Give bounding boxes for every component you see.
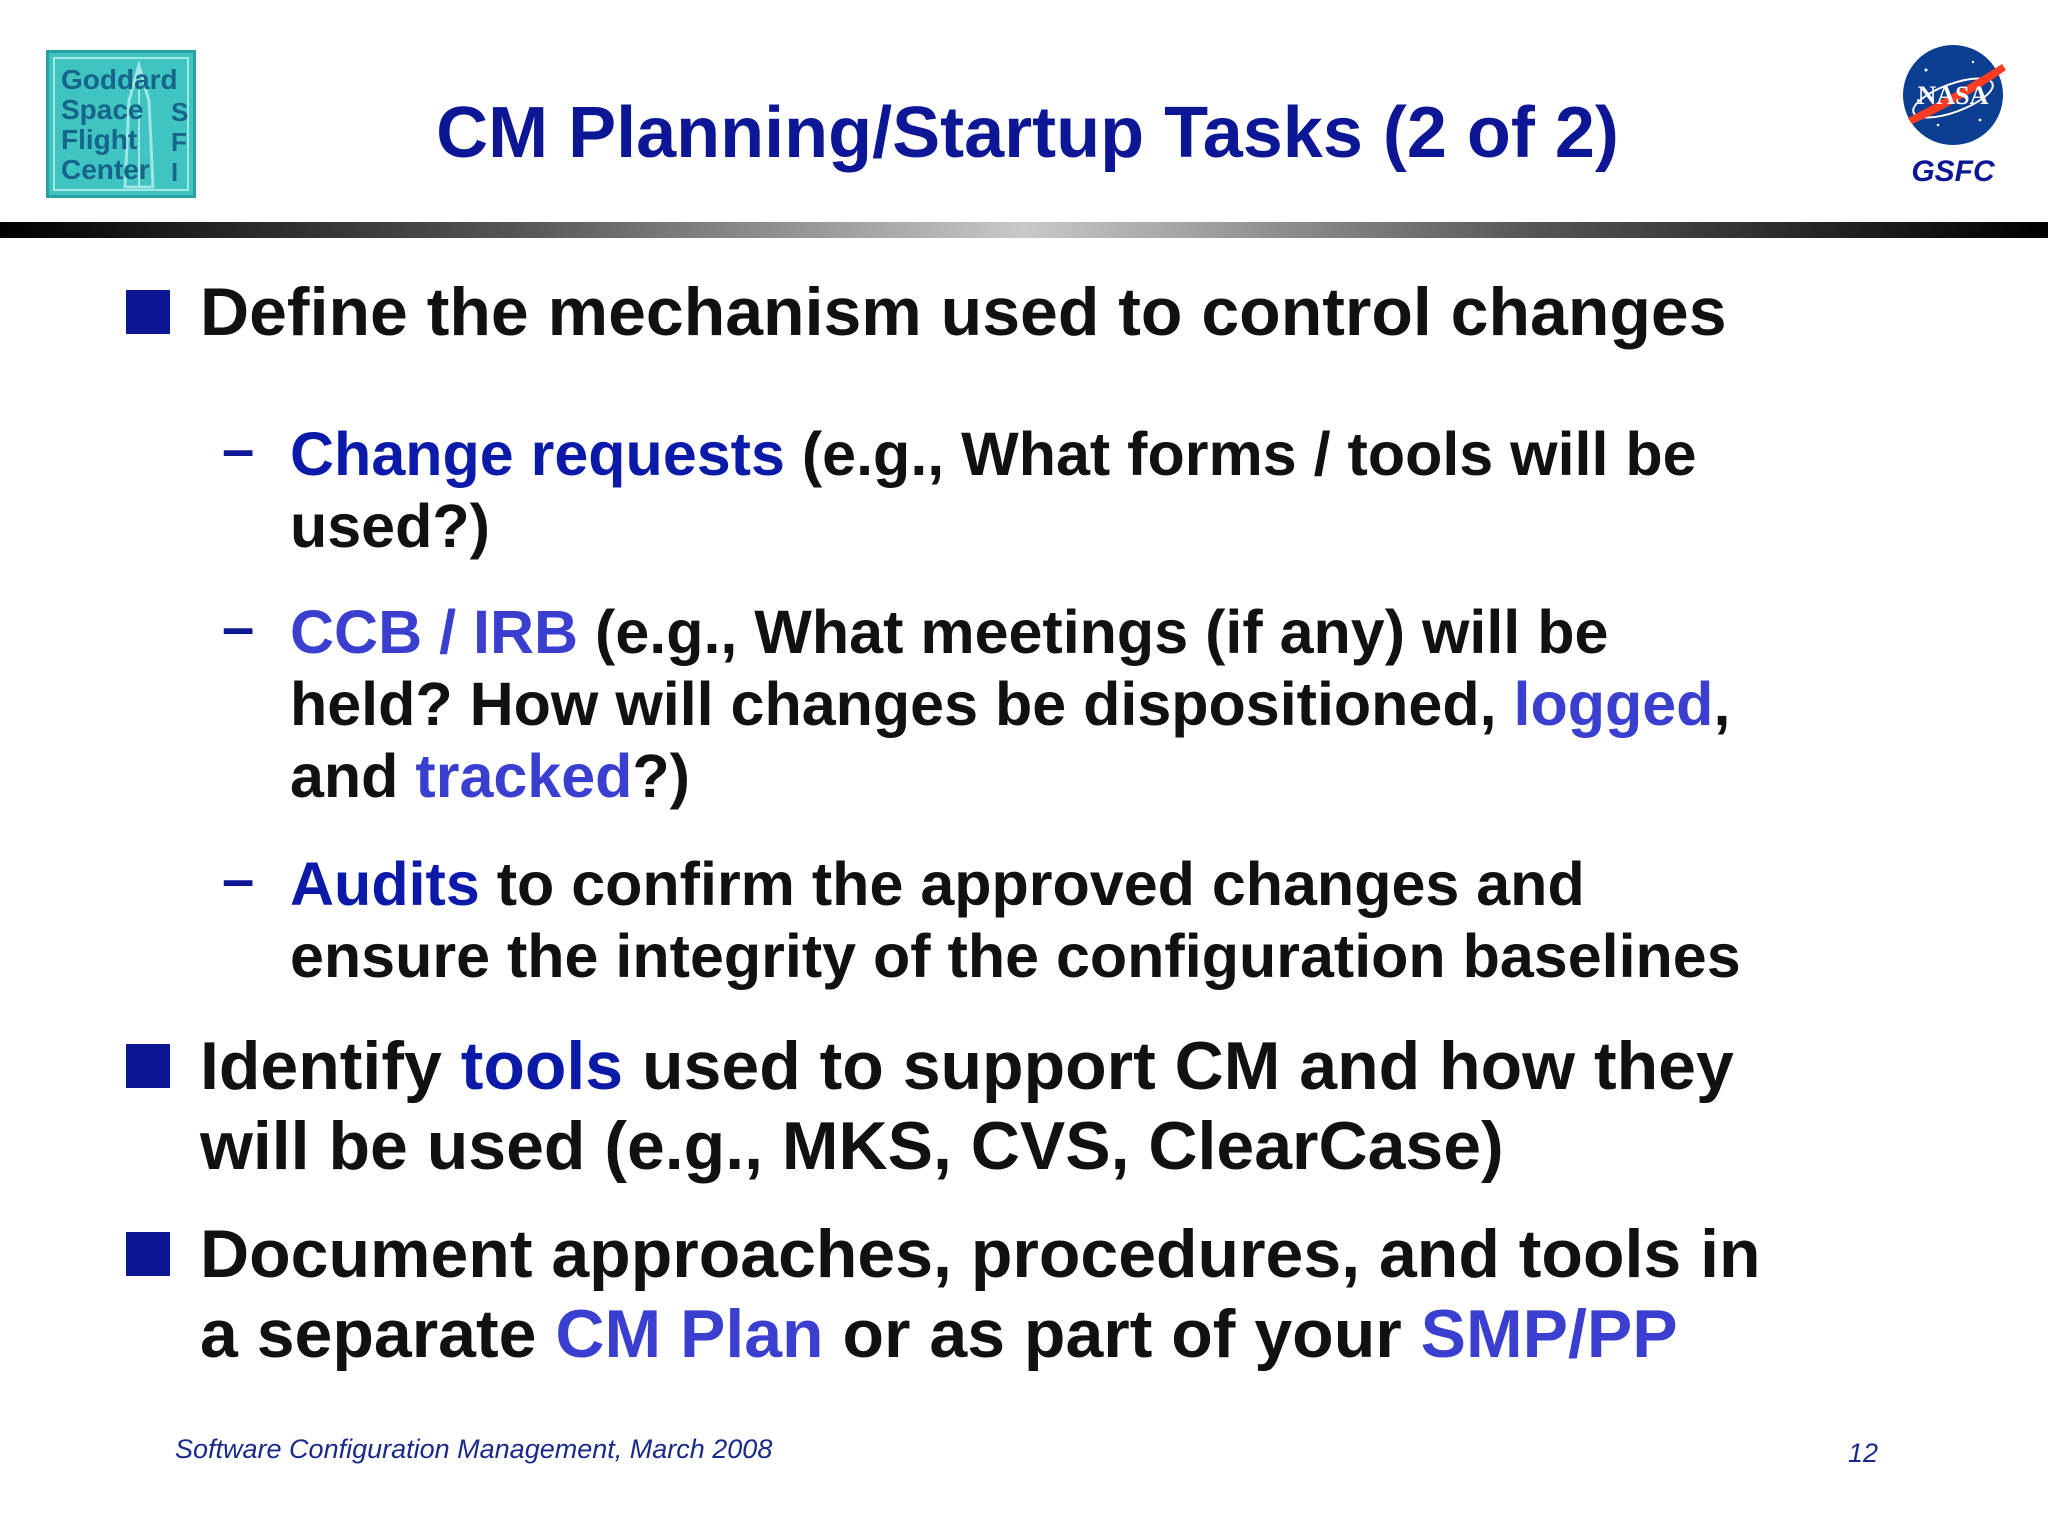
sub-bullet-3-text: to confirm the approved changes and xyxy=(479,850,1585,918)
bullet-2 xyxy=(200,1026,1980,1186)
sub-bullet-1-key: Change requests xyxy=(290,420,785,488)
logo-line-2: Space xyxy=(61,94,144,125)
slide-title: CM Planning/Startup Tasks (2 of 2) xyxy=(436,93,1619,173)
sub-bullet-2-comma: , xyxy=(1713,670,1731,738)
bullet-3 xyxy=(200,1214,1980,1374)
dash-icon: – xyxy=(222,595,255,660)
sub-bullet-2-text: (e.g., What meetings (if any) will be xyxy=(578,598,1609,666)
cm-plan-keyword: CM Plan xyxy=(555,1296,824,1372)
bullet-square-icon xyxy=(126,1044,170,1088)
sub-bullet-3-key: Audits xyxy=(290,850,480,918)
bullet-2-pre: Identify xyxy=(200,1028,461,1104)
logo-line-3: Flight xyxy=(61,124,138,155)
dash-icon: – xyxy=(222,417,255,482)
tracked-keyword: tracked xyxy=(415,742,633,810)
bullet-square-icon xyxy=(126,1232,170,1276)
bullet-3-line-2-pre: a separate xyxy=(200,1296,556,1372)
nasa-logo-icon xyxy=(1898,40,2008,150)
logo-line-4: Center xyxy=(61,154,150,185)
smp-pp-keyword: SMP/PP xyxy=(1420,1296,1678,1372)
gsfc-label: GSFC xyxy=(1911,155,1995,188)
bullet-1: Define the mechanism used to control changes xyxy=(200,274,1727,350)
page-number: 12 xyxy=(1847,1438,1878,1468)
bullet-square-icon xyxy=(126,290,170,334)
sub-bullet-3-text-2: ensure the integrity of the configuration baselines xyxy=(290,922,1741,990)
sub-bullet-2 xyxy=(290,596,1990,812)
logo-side-letter-2: F xyxy=(171,127,187,157)
sub-bullet-2-close: ?) xyxy=(632,742,690,810)
goddard-logo xyxy=(46,50,196,198)
bullet-2-line-2: will be used (e.g., MKS, CVS, ClearCase) xyxy=(200,1108,1504,1184)
header-rule xyxy=(0,222,2048,238)
sub-bullet-2-key: CCB / IRB xyxy=(290,598,579,666)
logo-side-letter-1: S xyxy=(171,97,189,127)
logo-line-1: Goddard xyxy=(61,64,178,95)
nasa-wordmark: NASA xyxy=(1917,81,1989,110)
bullet-2-post: used to support CM and how they xyxy=(623,1028,1734,1104)
logo-side-letter-3: I xyxy=(171,157,179,187)
bullet-3-line-2-mid: or as part of your xyxy=(823,1296,1421,1372)
sub-bullet-2-text-2: held? How will changes be dispositioned, xyxy=(290,670,1514,738)
sub-bullet-1-text-2: used?) xyxy=(290,492,490,560)
logged-keyword: logged xyxy=(1513,670,1714,738)
dash-icon: – xyxy=(222,847,255,912)
tools-keyword: tools xyxy=(460,1028,624,1104)
sub-bullet-3 xyxy=(290,848,1990,992)
sub-bullet-1 xyxy=(290,418,1990,562)
sub-bullet-1-text: (e.g., What forms / tools will be xyxy=(784,420,1697,488)
bullet-3-line-1: Document approaches, procedures, and tools in xyxy=(200,1216,1761,1292)
sub-bullet-2-text-3: and xyxy=(290,742,416,810)
footer-text: Software Configuration Management, March 2008 xyxy=(175,1434,773,1464)
